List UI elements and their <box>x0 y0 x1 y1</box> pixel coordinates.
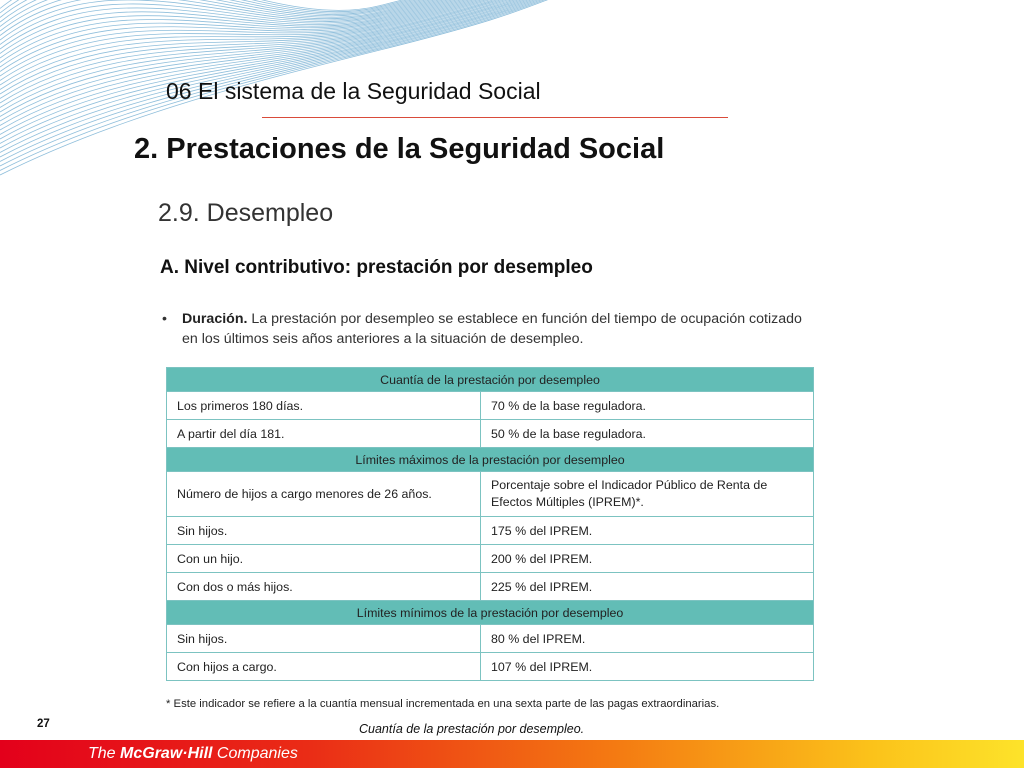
title-rule <box>262 117 728 118</box>
table-row <box>167 420 814 448</box>
bullet-term: Duración. <box>182 311 248 327</box>
bullet-marker: • <box>162 311 167 327</box>
table-cell: 50 % de la base reguladora. <box>481 420 814 448</box>
section-title: 2. Prestaciones de la Seguridad Social <box>134 133 665 165</box>
table-cell: Con dos o más hijos. <box>167 573 481 601</box>
page-number: 27 <box>37 718 50 730</box>
bullet-text <box>182 309 820 349</box>
header-cell: Límites mínimos de la prestación por desempleo <box>167 601 814 625</box>
table-cell: Sin hijos. <box>167 517 481 545</box>
logo-suffix: Companies <box>212 745 298 762</box>
chapter-title: 06 El sistema de la Seguridad Social <box>166 78 541 104</box>
subheading: A. Nivel contributivo: prestación por desempleo <box>160 257 593 278</box>
table-cell: 175 % del IPREM. <box>481 517 814 545</box>
table-section-header <box>167 448 814 472</box>
table-footnote: * Este indicador se refiere a la cuantía mensual incrementada en una sexta parte de las pagas extraordinarias. <box>166 698 720 710</box>
header-cell: Cuantía de la prestación por desempleo <box>167 368 814 392</box>
duration-bullet <box>160 309 820 349</box>
table-row <box>167 472 814 517</box>
logo-brand: McGraw·Hill <box>120 745 213 762</box>
subsection-title: 2.9. Desempleo <box>158 199 334 227</box>
benefit-table <box>166 367 814 681</box>
table-cell: A partir del día 181. <box>167 420 481 448</box>
table-section-header <box>167 368 814 392</box>
table-cell: 225 % del IPREM. <box>481 573 814 601</box>
table-row <box>167 545 814 573</box>
table-cell: 200 % del IPREM. <box>481 545 814 573</box>
table-cell: Los primeros 180 días. <box>167 392 481 420</box>
table-row <box>167 517 814 545</box>
header-cell: Límites máximos de la prestación por desempleo <box>167 448 814 472</box>
table-row <box>167 573 814 601</box>
table-row <box>167 392 814 420</box>
bullet-body: La prestación por desempleo se establece en función del tiempo de ocupación cotizado en los últimos seis años anteriores a la situación de desempleo. <box>182 311 802 347</box>
table-row <box>167 653 814 681</box>
logo-prefix: The <box>88 745 121 762</box>
publisher-logo <box>88 745 298 763</box>
table-cell: Con hijos a cargo. <box>167 653 481 681</box>
figure-caption: Cuantía de la prestación por desempleo. <box>359 722 585 736</box>
table-cell: Porcentaje sobre el Indicador Público de Renta de Efectos Múltiples (IPREM)*. <box>481 472 814 517</box>
table-row <box>167 625 814 653</box>
table-cell: Sin hijos. <box>167 625 481 653</box>
table-cell: 107 % del IPREM. <box>481 653 814 681</box>
wave-line <box>0 0 560 135</box>
table-section-header <box>167 601 814 625</box>
table-cell: Número de hijos a cargo menores de 26 años. <box>167 472 481 517</box>
table-cell: 70 % de la base reguladora. <box>481 392 814 420</box>
table-cell: Con un hijo. <box>167 545 481 573</box>
table-cell: 80 % del IPREM. <box>481 625 814 653</box>
